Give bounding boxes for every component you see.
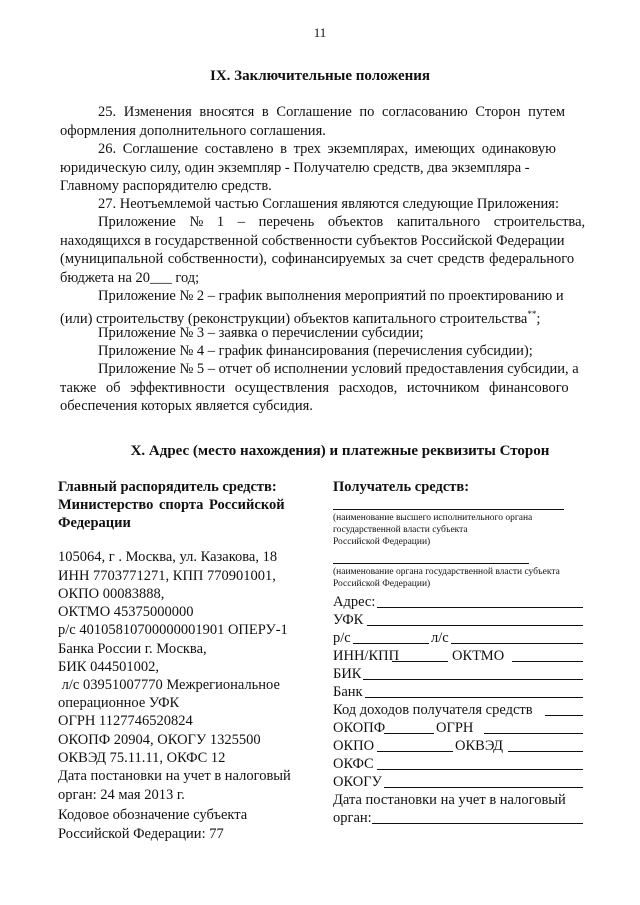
okfs-field: [377, 769, 583, 770]
left-line-3: ОКТМО 45375000000: [58, 604, 194, 620]
section-10-title: X. Адрес (место нахождения) и платежные реквизиты Сторон: [130, 443, 550, 459]
oktmo-label: ОКТМО: [452, 648, 505, 664]
app2-line1: Приложение № 2 – график выполнения мероприятий по проектированию и: [98, 288, 564, 304]
left-line-12: Дата постановки на учет в налоговый: [58, 768, 291, 784]
p26-line2: юридическую силу, один экземпляр - Получателю средств, два экземпляра -: [60, 160, 530, 176]
left-line-1: ИНН 7703771271, КПП 770901001,: [58, 568, 276, 584]
left-line-14: Кодовое обозначение субъекта: [58, 807, 248, 823]
okfs-label: ОКФС: [333, 756, 374, 772]
left-header-2: Министерство спорта Российской: [58, 497, 285, 513]
okogu-label: ОКОГУ: [333, 774, 382, 790]
app5-line3: обеспечения которых является субсидия.: [60, 398, 313, 414]
left-line-4: р/с 40105810700000001901 ОПЕРУ-1: [58, 622, 288, 638]
app1-line2: находящихся в государственной собственности субъектов Российской Федерации: [60, 233, 565, 249]
app3-line: Приложение № 3 – заявка о перечислении субсидии;: [98, 325, 424, 341]
p27-line: 27. Неотъемлемой частью Соглашения являются следующие Приложения:: [98, 196, 559, 212]
app2-line2-text: (или) строительству (реконструкции) объектов капитального строительства: [60, 310, 528, 327]
bank-field: [365, 697, 583, 698]
inn-kpp-label: ИНН/КПП: [333, 648, 400, 664]
left-header-1: Главный распорядитель средств:: [58, 479, 277, 495]
ls-label: л/с: [431, 630, 449, 646]
ls-field: [451, 643, 583, 644]
address-label: Адрес:: [333, 594, 376, 610]
left-line-2: ОКПО 00083888,: [58, 586, 165, 602]
bik-label: БИК: [333, 666, 362, 682]
left-line-5: Банка России г. Москва,: [58, 641, 207, 657]
p25-line1: 25. Изменения вносятся в Соглашение по согласованию Сторон путем: [98, 104, 566, 120]
ogrn-field: [484, 733, 583, 734]
income-code-field: [545, 715, 583, 716]
okopf-label: ОКОПФ: [333, 720, 386, 736]
organ-field: [372, 823, 583, 824]
okpo-field: [377, 751, 453, 752]
left-line-0: 105064, г . Москва, ул. Казакова, 18: [58, 549, 278, 565]
okpo-label: ОКПО: [333, 738, 375, 754]
note1-line1: (наименование высшего исполнительного органа: [333, 513, 533, 523]
organ-label: орган:: [333, 810, 372, 826]
okogu-field: [384, 787, 583, 788]
app1-line3: (муниципальной собственности), софинансируемых за счет средств федерального: [60, 251, 575, 267]
left-header-3: Федерации: [58, 515, 131, 531]
okopf-field: [384, 733, 434, 734]
recipient-name-underline: [333, 509, 564, 510]
inn-kpp-field: [392, 661, 448, 662]
p26-line1: 26. Соглашение составлено в трех экземплярах, имеющих одинаковую: [98, 141, 556, 157]
app4-line: Приложение № 4 – график финансирования (перечисления субсидии);: [98, 343, 533, 359]
p26-line3: Главному распорядителю средств.: [60, 178, 272, 194]
app1-line4: бюджета на 20___ год;: [60, 270, 200, 286]
note1-line3: Российской Федерации): [333, 537, 431, 547]
left-line-11: ОКВЭД 75.11.11, ОКФС 12: [58, 750, 226, 766]
right-header: Получатель средств:: [333, 479, 470, 495]
rs-label: р/с: [333, 630, 351, 646]
app2-line2-end: ;: [536, 310, 541, 327]
address-field: [377, 607, 583, 608]
left-line-15: Российской Федерации: 77: [58, 826, 224, 842]
app5-line1: Приложение № 5 – отчет об исполнении условий предоставления субсидии, а: [98, 361, 579, 377]
okved-field: [508, 751, 583, 752]
rs-field: [353, 643, 429, 644]
income-code-label: Код доходов получателя средств: [333, 702, 533, 718]
left-line-7: л/с 03951007770 Межрегиональное: [58, 677, 280, 693]
left-line-13: орган: 24 мая 2013 г.: [58, 787, 185, 803]
p25-line2: оформления дополнительного соглашения.: [60, 123, 326, 139]
note1-line2: государственной власти субъекта: [333, 525, 468, 535]
bank-label: Банк: [333, 684, 363, 700]
oktmo-field: [512, 661, 583, 662]
left-line-6: БИК 044501002,: [58, 659, 159, 675]
app1-line1: Приложение № 1 – перечень объектов капитального строительства,: [98, 214, 586, 230]
organ-name-underline: [333, 563, 529, 564]
left-line-8: операционное УФК: [58, 695, 180, 711]
app2-footnote-mark: **: [527, 309, 537, 319]
page-number: 11: [313, 25, 327, 40]
bik-field: [363, 679, 583, 680]
left-line-9: ОГРН 1127746520824: [58, 713, 193, 729]
left-line-10: ОКОПФ 20904, ОКОГУ 1325500: [58, 732, 261, 748]
tax-date-label: Дата постановки на учет в налоговый: [333, 792, 566, 808]
okved-label: ОКВЭД: [455, 738, 504, 754]
app5-line2: также об эффективности осуществления расходов, источником финансового: [60, 380, 569, 396]
note2-line2: Российской Федерации): [333, 579, 431, 589]
section-9-title: IX. Заключительные положения: [210, 68, 430, 84]
ogrn-label: ОГРН: [436, 720, 474, 736]
ufk-label: УФК: [333, 612, 364, 628]
ufk-field: [367, 625, 583, 626]
note2-line1: (наименование органа государственной власти субъекта: [333, 567, 560, 577]
